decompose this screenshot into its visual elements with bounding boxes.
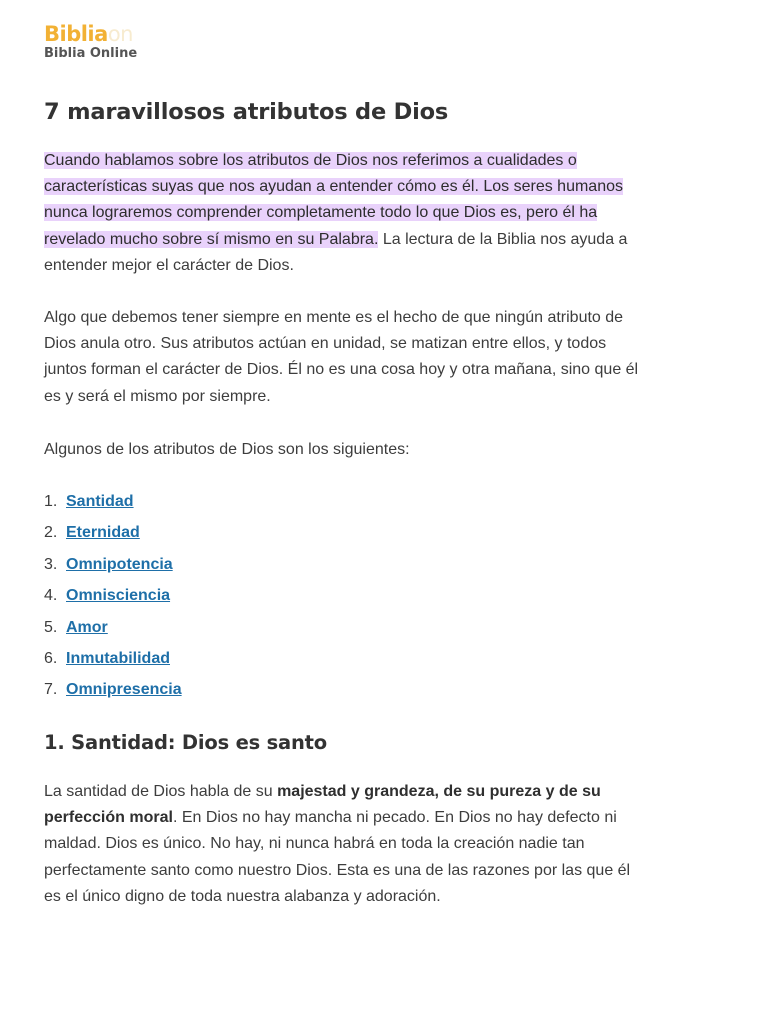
list-number: 5. xyxy=(44,618,58,636)
logo-subtitle: Biblia Online xyxy=(44,46,138,61)
list-number: 3. xyxy=(44,555,58,573)
intro-rest-text: La lectura de la Biblia nos ayuda a entender mejor el carácter de Dios. xyxy=(44,230,628,274)
santidad-text-b: . En Dios no hay mancha ni pecado. En Dios no hay defecto ni maldad. Dios es único. No hay, ni nunca habrá en toda la creación nadie tan perfectamente santo como nuestro Dios. Esta es una de las razones por las que él es el único digno de toda nuestra alabanza y adoración. xyxy=(44,809,631,905)
list-number: 1. xyxy=(44,493,58,510)
highlighted-text[interactable]: Cuando hablamos sobre los atributos de Dios nos referimos a cualidades o características suyas que nos ayudan a entender cómo es él. Los seres humanos nunca lograremos comprender completamente todo lo que Dios es, pero él ha revelado mucho sobre sí mismo en su Palabra. xyxy=(44,152,623,248)
list-number: 2. xyxy=(44,524,58,542)
section-heading-santidad: 1. Santidad: Dios es santo xyxy=(44,731,327,754)
santidad-paragraph xyxy=(44,779,648,910)
attribute-link-omnipresencia[interactable]: Omnipresencia xyxy=(66,681,182,699)
attribute-link-amor[interactable]: Amor xyxy=(66,618,108,636)
list-number: 6. xyxy=(44,649,58,667)
list-intro: Algunos de los atributos de Dios son los siguientes: xyxy=(44,441,410,458)
attribute-link-santidad[interactable]: Santidad xyxy=(66,493,134,510)
attribute-link-omnisciencia[interactable]: Omnisciencia xyxy=(66,587,171,605)
attribute-link-omnipotencia[interactable]: Omnipotencia xyxy=(66,555,173,573)
santidad-text-a: La santidad de Dios habla de su xyxy=(44,783,278,800)
list-number: 4. xyxy=(44,587,58,605)
list-item xyxy=(44,677,182,708)
intro-paragraph xyxy=(44,148,648,279)
list-item xyxy=(44,583,182,614)
list-item xyxy=(44,615,182,646)
attribute-link-eternidad[interactable]: Eternidad xyxy=(66,524,140,542)
attributes-list xyxy=(44,489,182,709)
attribute-link-inmutabilidad[interactable]: Inmutabilidad xyxy=(66,649,170,667)
list-item xyxy=(44,489,182,520)
paragraph-attributes-unity: Algo que debemos tener siempre en mente es el hecho de que ningún atributo de Dios anula otro. Sus atributos actúan en unidad, se matizan entre ellos, y todos juntos forman el carácter de Dios. Él no es una cosa hoy y otra mañana, sino que él es y será el mismo por siempre. xyxy=(44,309,639,405)
logo-wordmark xyxy=(44,22,137,46)
list-number: 7. xyxy=(44,681,58,699)
list-item xyxy=(44,552,182,583)
logo-wordmark-faded: on xyxy=(107,22,133,46)
santidad-bold-text: majestad y grandeza, de su pureza y de su perfección moral xyxy=(44,783,601,827)
article-title: 7 maravillosos atributos de Dios xyxy=(44,99,449,125)
logo-wordmark-primary: Biblia xyxy=(44,22,108,46)
list-item xyxy=(44,646,182,677)
site-logo[interactable] xyxy=(44,22,137,62)
list-item xyxy=(44,520,182,551)
